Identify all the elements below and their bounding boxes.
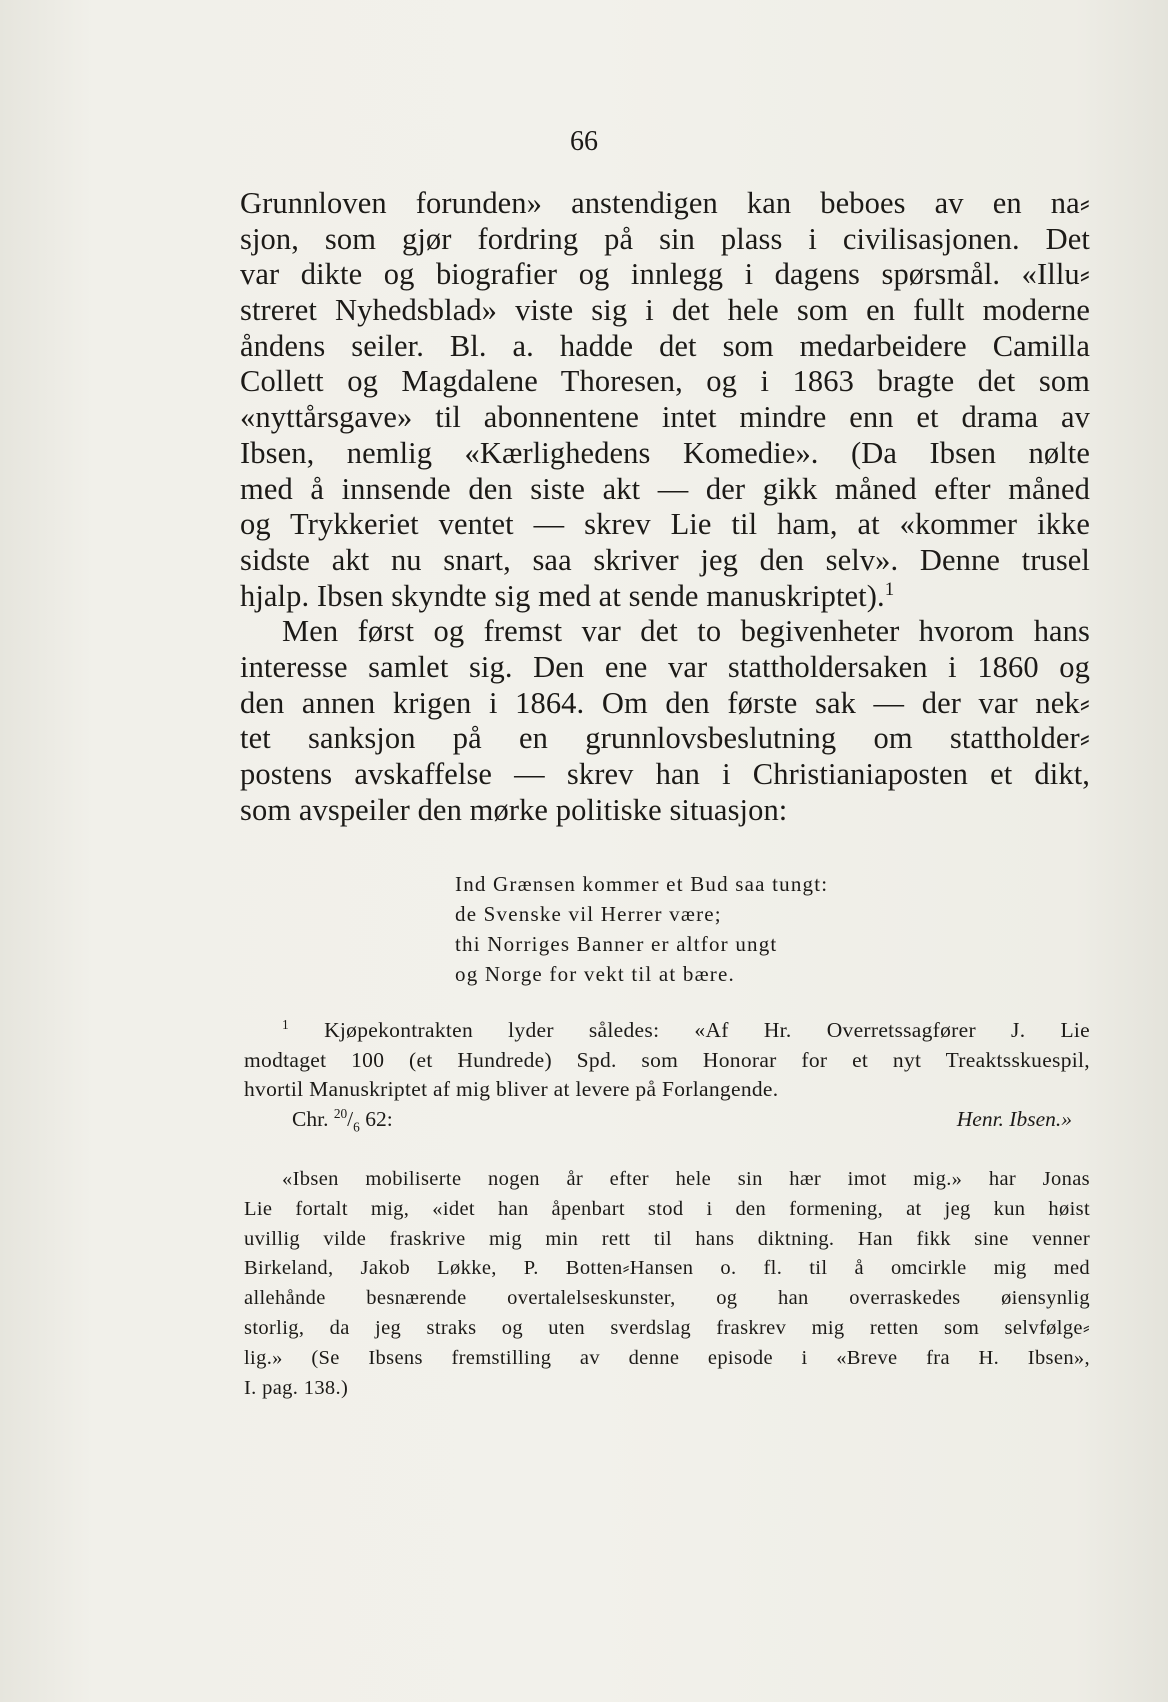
footnote-date: Chr. $^{20}/_6$ 62: bbox=[292, 1105, 393, 1134]
text-line: med å innsende den siste akt — der gikk måned efter måned bbox=[240, 471, 1090, 506]
page-number: 66 bbox=[570, 126, 598, 157]
footnote-line: hvortil Manuskriptet af mig bliver at levere på Forlangende. bbox=[244, 1077, 779, 1101]
text-line: «nyttårsgave» til abonnentene intet mindre enn et drama av bbox=[240, 400, 1090, 435]
footnote-signature-row bbox=[244, 1105, 1090, 1135]
footnote bbox=[244, 1016, 1090, 1134]
text-line: streret Nyhedsblad» viste sig i det hele som en fullt moderne bbox=[240, 293, 1090, 328]
text-line: Men først og fremst var det to begivenheter hvorom hans bbox=[282, 614, 1090, 649]
poem-quote bbox=[455, 869, 828, 989]
text-line-content: hjalp. Ibsen skyndte sig med at sende manuskriptet). bbox=[240, 578, 885, 613]
text-line: tet sanksjon på en grunnlovsbeslutning om stattholder⸗ bbox=[240, 721, 1090, 756]
footnote-reference: 1 bbox=[884, 578, 895, 600]
text-line: sidste akt nu snart, saa skriver jeg den selv». Denne trusel bbox=[240, 542, 1090, 577]
footnote-place: Chr. bbox=[292, 1106, 329, 1131]
text-line: Collett og Magdalene Thoresen, og i 1863 bragte det som bbox=[240, 364, 1090, 399]
note-line: lig.» (Se Ibsens fremstilling av denne episode i «Breve fra H. Ibsen», bbox=[244, 1346, 1090, 1369]
footnote-marker: 1 bbox=[282, 1016, 289, 1032]
text-line: postens avskaffelse — skrev han i Christianiaposten et dikt, bbox=[240, 757, 1090, 791]
poem-line: de Svenske vil Herrer være; bbox=[455, 902, 722, 926]
footnote-line-content: Kjøpekontrakten lyder således: «Af Hr. Overretssagfører J. Lie bbox=[324, 1018, 1090, 1042]
text-line: var dikte og biografier og innlegg i dagens spørsmål. «Illu⸗ bbox=[240, 257, 1090, 292]
text-line: Ibsen, nemlig «Kærlighedens Komedie». (Da Ibsen nølte bbox=[240, 435, 1090, 470]
footnote-date-day: 20 bbox=[333, 1105, 348, 1121]
note-line: «Ibsen mobiliserte nogen år efter hele sin hær imot mig.» har Jonas bbox=[282, 1168, 1090, 1190]
footnote-line bbox=[244, 1016, 1090, 1046]
text-line: Grunnloven forunden» anstendigen kan beboes av en na⸗ bbox=[240, 186, 1090, 220]
text-line: og Trykkeriet ventet — skrev Lie til ham, at «kommer ikke bbox=[240, 507, 1090, 542]
footnote-year: 62: bbox=[365, 1106, 393, 1131]
note-line: I. pag. 138.) bbox=[244, 1376, 349, 1399]
footnote-signature: Henr. Ibsen.» bbox=[956, 1106, 1072, 1131]
text-line: som avspeiler den mørke politiske situasjon: bbox=[240, 792, 788, 827]
footnote-date-month: 6 bbox=[353, 1118, 360, 1134]
note-line: Birkeland, Jakob Løkke, P. Botten⸗Hansen o. fl. til å omcirkle mig med bbox=[244, 1257, 1090, 1280]
poem-line: Ind Grænsen kommer et Bud saa tungt: bbox=[455, 872, 829, 896]
note-line: allehånde besnærende overtalelseskunster, og han overraskedes øiensynlig bbox=[244, 1287, 1090, 1310]
footnote-line: modtaget 100 (et Hundrede) Spd. som Honorar for et nyt Treaktsskuespil, bbox=[244, 1047, 1090, 1072]
text-line bbox=[240, 579, 1090, 615]
main-text bbox=[240, 186, 1090, 828]
poem-line: og Norge for vekt til at bære. bbox=[455, 962, 735, 986]
text-line: den annen krigen i 1864. Om den første sak — der var nek⸗ bbox=[240, 685, 1090, 720]
note-line: Lie fortalt mig, «idet han åpenbart stod i den formening, at jeg kun høist bbox=[244, 1197, 1090, 1220]
note-line: storlig, da jeg straks og uten sverdslag fraskrev mig retten som selvfølge⸗ bbox=[244, 1316, 1090, 1339]
text-line: interesse samlet sig. Den ene var stattholdersaken i 1860 og bbox=[240, 649, 1090, 684]
second-note bbox=[244, 1165, 1090, 1403]
text-line: åndens seiler. Bl. a. hadde det som medarbeidere Camilla bbox=[240, 328, 1090, 363]
text-line: sjon, som gjør fordring på sin plass i civilisasjonen. Det bbox=[240, 221, 1090, 256]
note-line: uvillig vilde fraskrive mig min rett til hans diktning. Han fikk sine venner bbox=[244, 1227, 1090, 1250]
poem-line: thi Norriges Banner er altfor ungt bbox=[455, 932, 778, 956]
